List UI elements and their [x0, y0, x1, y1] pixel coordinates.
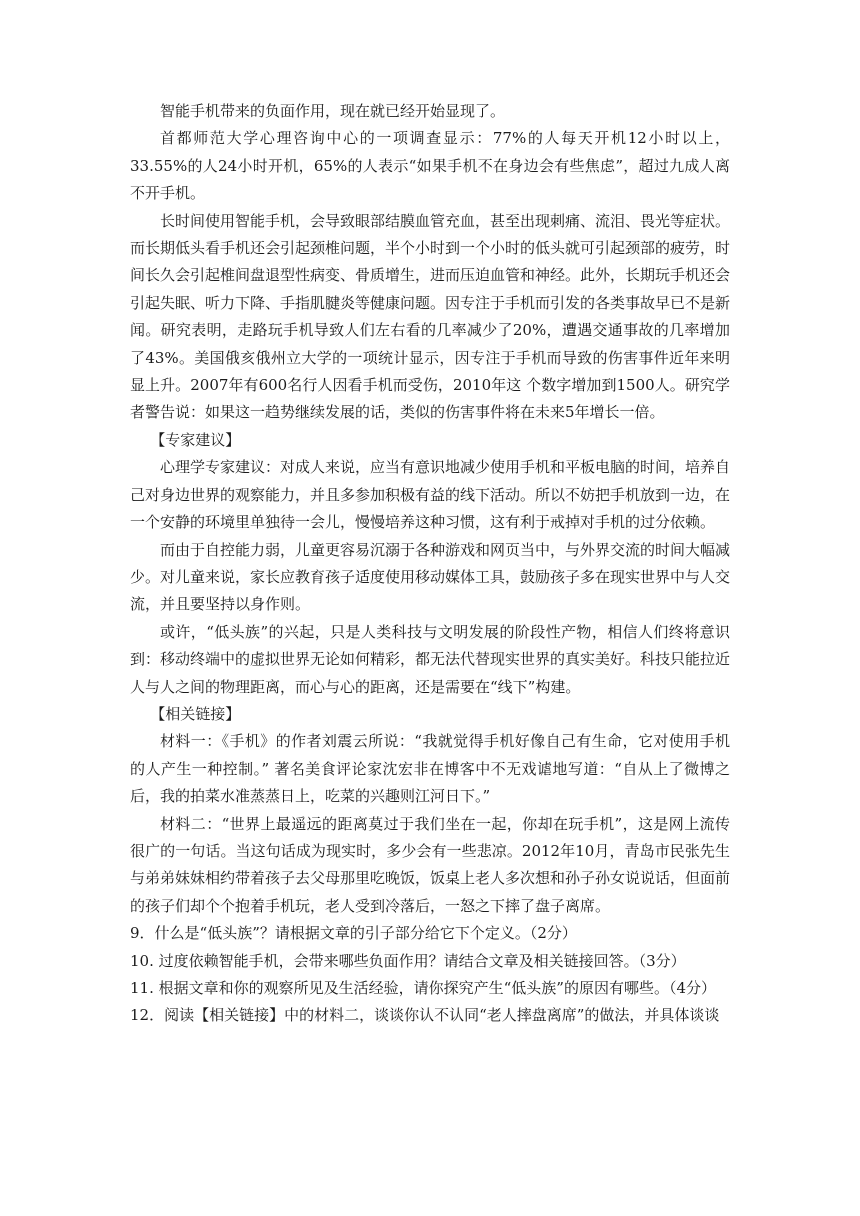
paragraph-expert-conclusion: 或许，“低头族”的兴起，只是人类科技与文明发展的阶段性产物，相信人们终将意识到：移动终端中的虚拟世界无论如何精彩，都无法代替现实世界的真实美好。科技只能拉近人与人之间的物理距离，而心与心的距离，还是需要在“线下”构建。 — [130, 622, 731, 696]
section-heading-related-links: 【相关链接】 — [150, 704, 241, 723]
article-body — [130, 98, 730, 1030]
section-heading-expert-advice: 【专家建议】 — [150, 430, 241, 449]
paragraph-material-one: 材料一：《手机》的作者刘震云所说：“我就觉得手机好像自己有生命，它对使用手机的人产生一种控制。” 著名美食评论家沈宏非在博客中不无戏谑地写道：“自从上了微博之后，我的拍菜水准蒸蒸日上，吃菜的兴趣则江河日下。” — [130, 732, 730, 806]
paragraph-material-two: 材料二：“世界上最遥远的距离莫过于我们坐在一起，你却在玩手机”，这是网上流传很广的一句话。当这句话成为现实时，多少会有一些悲凉。2012年10月，青岛市民张先生与弟弟妹妹相约带着孩子去父母那里吃晚饭，饭桌上老人多次想和孙子孙女说说话，但面前的孩子们却个个抱着手机玩，老人受到冷落后，一怒之下摔了盘子离席。 — [130, 814, 731, 915]
question-10: 10. 过度依赖智能手机，会带来哪些负面作用？请结合文章及相关链接回答。（3分） — [130, 951, 686, 970]
paragraph-intro: 智能手机带来的负面作用，现在就已经开始显现了。 — [160, 102, 506, 120]
paragraph-health-effects: 长时间使用智能手机，会导致眼部结膜血管充血，甚至出现刺痛、流泪、畏光等症状。而长期低头看手机还会引起颈椎问题，半个小时到一个小时的低头就可引起颈部的疲劳，时间长久会引起椎间盘退型性病变、骨质增生，进而压迫血管和神经。此外，长期玩手机还会引起失眠、听力下降、手指肌腱炎等健康问题。因专注于手机而引发的各类事故早已不是新闻。研究表明，走路玩手机导致人们左右看的几率减少了20%，遭遇交通事故的几率增加了43%。美国俄亥俄州立大学的一项统计显示，因专注于手机而导致的伤害事件近年来明显上升。2007年有600名行人因看手机而受伤，2010年这 个数字增加到1500人。研究学者警告说：如果这一趋势继续发展的话，类似的伤害事件将在未来5年增长一倍。 — [130, 211, 731, 422]
question-9: 9．什么是“低头族”？请根据文章的引子部分给它下个定义。（2分） — [130, 924, 577, 943]
question-11: 11. 根据文章和你的观察所见及生活经验，请你探究产生“低头族”的原因有哪些。（4分） — [130, 979, 717, 997]
question-12: 12．阅读【相关链接】中的材料二，谈谈你认不认同“老人摔盘离席”的做法，并具体谈谈 — [130, 1006, 720, 1025]
paragraph-expert-adults: 心理学专家建议：对成人来说，应当有意识地减少使用手机和平板电脑的时间，培养自己对身边世界的观察能力，并且多参加积极有益的线下活动。所以不妨把手机放到一边，在一个安静的环境里单独待一会儿，慢慢培养这种习惯，这有利于戒掉对手机的过分依赖。 — [130, 458, 731, 532]
paragraph-survey: 首都师范大学心理咨询中心的一项调查显示：77%的人每天开机12小时以上，33.55%的人24小时开机，65%的人表示“如果手机不在身边会有些焦虑”，超过九成人离不开手机。 — [130, 129, 730, 203]
paragraph-expert-children: 而由于自控能力弱，儿童更容易沉溺于各种游戏和网页当中，与外界交流的时间大幅减少。对儿童来说，家长应教育孩子适度使用移动媒体工具，鼓励孩子多在现实世界中与人交流，并且要坚持以身作则。 — [130, 540, 731, 614]
